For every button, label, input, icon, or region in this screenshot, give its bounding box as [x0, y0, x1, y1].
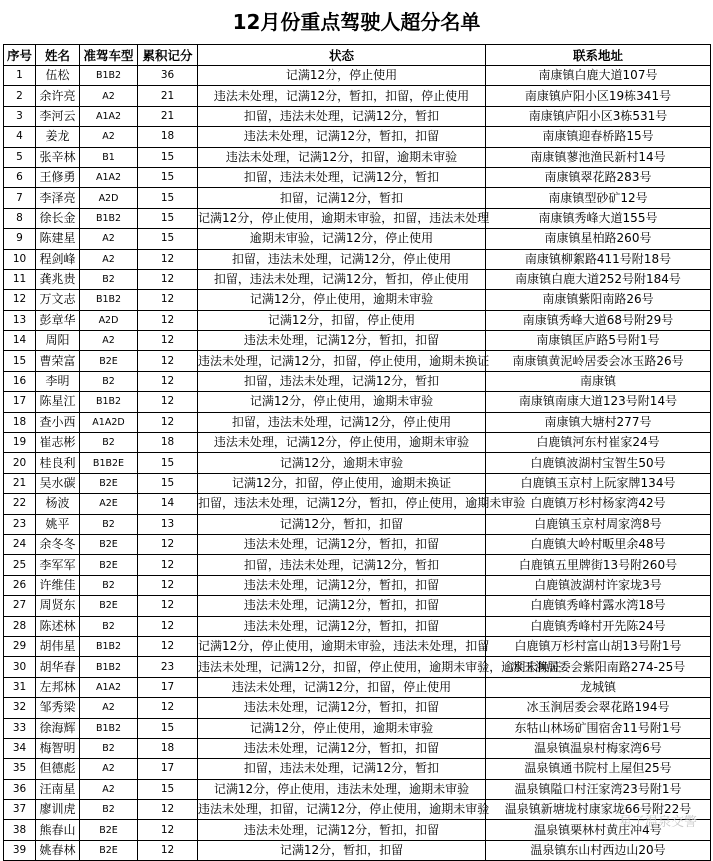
- cell-no: 15: [4, 351, 36, 371]
- cell-no: 10: [4, 249, 36, 269]
- cell-name: 周阳: [36, 331, 80, 351]
- header-status: 状态: [198, 45, 486, 66]
- cell-address: 白鹿镇玉京村周家湾8号: [486, 514, 711, 534]
- cell-address: 南康镇: [486, 371, 711, 391]
- cell-no: 20: [4, 453, 36, 473]
- cell-no: 25: [4, 555, 36, 575]
- cell-points: 23: [138, 657, 198, 677]
- cell-status: 违法未处理，记满12分，暂扣，扣留，停止使用: [198, 86, 486, 106]
- cell-status: 记满12分，停止使用，逾期未审验，违法未处理，扣留: [198, 636, 486, 656]
- cell-name: 龚兆贵: [36, 269, 80, 289]
- table-row: [4, 677, 711, 697]
- cell-no: 8: [4, 208, 36, 228]
- cell-name: 胡华春: [36, 657, 80, 677]
- cell-license: A2D: [80, 188, 138, 208]
- cell-license: A2: [80, 759, 138, 779]
- cell-name: 张辛林: [36, 147, 80, 167]
- cell-name: 但德彪: [36, 759, 80, 779]
- cell-status: 违法未处理，记满12分，暂扣，扣留: [198, 331, 486, 351]
- cell-license: B1B2: [80, 66, 138, 86]
- cell-address: 南康镇白鹿大道252号附184号: [486, 269, 711, 289]
- cell-name: 姜龙: [36, 127, 80, 147]
- cell-no: 1: [4, 66, 36, 86]
- cell-status: 逾期未审验，记满12分，停止使用: [198, 229, 486, 249]
- cell-status: 扣留，违法未处理，记满12分，暂扣，停止使用: [198, 269, 486, 289]
- table-row: [4, 249, 711, 269]
- cell-name: 胡伟星: [36, 636, 80, 656]
- cell-name: 桂良利: [36, 453, 80, 473]
- cell-no: 31: [4, 677, 36, 697]
- cell-name: 查小西: [36, 412, 80, 432]
- cell-status: 记满12分，逾期未审验: [198, 453, 486, 473]
- cell-no: 13: [4, 310, 36, 330]
- cell-no: 29: [4, 636, 36, 656]
- cell-points: 12: [138, 575, 198, 595]
- table-row: [4, 331, 711, 351]
- cell-name: 许维佳: [36, 575, 80, 595]
- table-header-row: [4, 45, 711, 66]
- cell-status: 违法未处理，记满12分，扣留，停止使用，逾期未换证: [198, 351, 486, 371]
- cell-points: 15: [138, 718, 198, 738]
- cell-name: 李泽亮: [36, 188, 80, 208]
- cell-address: 南康镇庐阳小区19栋341号: [486, 86, 711, 106]
- cell-no: 11: [4, 269, 36, 289]
- cell-address: 白鹿镇波湖村许家垅3号: [486, 575, 711, 595]
- cell-points: 15: [138, 779, 198, 799]
- cell-status: 违法未处理，记满12分，扣留，停止使用，逾期未审验，逾期未换证: [198, 657, 486, 677]
- cell-no: 6: [4, 167, 36, 187]
- table-row: [4, 596, 711, 616]
- cell-license: A1A2: [80, 167, 138, 187]
- cell-address: 南康镇星柏路260号: [486, 229, 711, 249]
- cell-name: 汪南星: [36, 779, 80, 799]
- cell-no: 4: [4, 127, 36, 147]
- cell-license: B2E: [80, 596, 138, 616]
- table-row: [4, 779, 711, 799]
- cell-license: A2: [80, 127, 138, 147]
- cell-no: 2: [4, 86, 36, 106]
- cell-points: 12: [138, 331, 198, 351]
- cell-license: A2: [80, 331, 138, 351]
- cell-points: 13: [138, 514, 198, 534]
- table-row: [4, 575, 711, 595]
- cell-name: 熊春山: [36, 820, 80, 840]
- cell-points: 12: [138, 392, 198, 412]
- cell-name: 周贤东: [36, 596, 80, 616]
- cell-name: 廖训虎: [36, 800, 80, 820]
- cell-name: 程剑峰: [36, 249, 80, 269]
- cell-points: 12: [138, 596, 198, 616]
- cell-no: 14: [4, 331, 36, 351]
- cell-name: 杨波: [36, 494, 80, 514]
- table-row: [4, 433, 711, 453]
- cell-points: 12: [138, 800, 198, 820]
- table-row: [4, 738, 711, 758]
- table-row: [4, 820, 711, 840]
- cell-name: 陈星江: [36, 392, 80, 412]
- table-row: [4, 269, 711, 289]
- cell-license: B2E: [80, 555, 138, 575]
- cell-status: 扣留，违法未处理，记满12分，暂扣: [198, 555, 486, 575]
- cell-no: 3: [4, 106, 36, 126]
- cell-no: 27: [4, 596, 36, 616]
- table-row: [4, 473, 711, 493]
- table-row: [4, 555, 711, 575]
- cell-name: 左邦林: [36, 677, 80, 697]
- cell-name: 余冬冬: [36, 534, 80, 554]
- cell-no: 39: [4, 840, 36, 860]
- cell-address: 白鹿镇五里牌街13号附260号: [486, 555, 711, 575]
- cell-status: 记满12分，扣留，停止使用: [198, 310, 486, 330]
- cell-points: 15: [138, 208, 198, 228]
- table-row: [4, 453, 711, 473]
- cell-no: 17: [4, 392, 36, 412]
- cell-no: 33: [4, 718, 36, 738]
- cell-status: 违法未处理，记满12分，暂扣，扣留: [198, 820, 486, 840]
- cell-name: 徐海辉: [36, 718, 80, 738]
- cell-license: B2: [80, 575, 138, 595]
- cell-name: 余许亮: [36, 86, 80, 106]
- cell-address: 南康镇庐阳小区3栋531号: [486, 106, 711, 126]
- cell-points: 15: [138, 473, 198, 493]
- cell-status: 扣留，违法未处理，记满12分，暂扣，停止使用，逾期未审验: [198, 494, 486, 514]
- cell-no: 36: [4, 779, 36, 799]
- table-row: [4, 636, 711, 656]
- cell-points: 18: [138, 127, 198, 147]
- cell-address: 南康镇柳絮路411号附18号: [486, 249, 711, 269]
- cell-license: B2: [80, 433, 138, 453]
- cell-address: 白鹿镇河东村崔家24号: [486, 433, 711, 453]
- cell-no: 19: [4, 433, 36, 453]
- cell-status: 扣留，违法未处理，记满12分，暂扣: [198, 167, 486, 187]
- cell-address: 白鹿镇万杉村杨家湾42号: [486, 494, 711, 514]
- table-row: [4, 167, 711, 187]
- cell-points: 12: [138, 249, 198, 269]
- cell-address: 白鹿镇秀峰村开先陈24号: [486, 616, 711, 636]
- table-row: [4, 698, 711, 718]
- cell-points: 15: [138, 147, 198, 167]
- cell-points: 12: [138, 555, 198, 575]
- cell-no: 37: [4, 800, 36, 820]
- cell-status: 记满12分，停止使用，逾期未审验: [198, 290, 486, 310]
- table-row: [4, 188, 711, 208]
- cell-license: B2: [80, 514, 138, 534]
- table-row: [4, 371, 711, 391]
- cell-status: 记满12分，停止使用，违法未处理，逾期未审验: [198, 779, 486, 799]
- cell-no: 38: [4, 820, 36, 840]
- watermark: 星子温泉交警: [618, 815, 697, 830]
- cell-license: B1B2: [80, 636, 138, 656]
- table-row: [4, 86, 711, 106]
- cell-no: 35: [4, 759, 36, 779]
- cell-no: 18: [4, 412, 36, 432]
- cell-status: 违法未处理，记满12分，暂扣，扣留: [198, 575, 486, 595]
- cell-status: 扣留，违法未处理，记满12分，停止使用: [198, 412, 486, 432]
- cell-license: B1B2: [80, 290, 138, 310]
- cell-points: 18: [138, 433, 198, 453]
- cell-license: B1B2: [80, 392, 138, 412]
- cell-status: 记满12分，停止使用，逾期未审验: [198, 718, 486, 738]
- cell-license: B2E: [80, 473, 138, 493]
- cell-address: 东牯山林场矿围宿舍11号附1号: [486, 718, 711, 738]
- table-row: [4, 412, 711, 432]
- cell-address: 白鹿镇玉京村上阮家牌134号: [486, 473, 711, 493]
- cell-address: 南康镇型砂矿12号: [486, 188, 711, 208]
- cell-address: 冰玉涧居委会紫阳南路274-25号: [486, 657, 711, 677]
- cell-no: 9: [4, 229, 36, 249]
- cell-no: 23: [4, 514, 36, 534]
- cell-name: 伍松: [36, 66, 80, 86]
- cell-points: 12: [138, 412, 198, 432]
- cell-status: 记满12分，停止使用: [198, 66, 486, 86]
- cell-address: 南康镇秀峰大道68号附29号: [486, 310, 711, 330]
- cell-status: 记满12分，停止使用，逾期未审验，扣留，违法未处理: [198, 208, 486, 228]
- table-row: [4, 351, 711, 371]
- cell-status: 违法未处理，记满12分，暂扣，扣留: [198, 596, 486, 616]
- cell-points: 12: [138, 698, 198, 718]
- cell-status: 扣留，违法未处理，记满12分，暂扣: [198, 106, 486, 126]
- table-row: [4, 514, 711, 534]
- cell-points: 12: [138, 840, 198, 860]
- cell-name: 李河云: [36, 106, 80, 126]
- cell-points: 15: [138, 167, 198, 187]
- cell-name: 吴水碳: [36, 473, 80, 493]
- cell-name: 姚平: [36, 514, 80, 534]
- cell-license: B1B2: [80, 657, 138, 677]
- cell-license: B2E: [80, 820, 138, 840]
- cell-status: 违法未处理，记满12分，暂扣，扣留: [198, 534, 486, 554]
- header-points: 累积记分: [138, 45, 198, 66]
- table-row: [4, 759, 711, 779]
- cell-name: 王修勇: [36, 167, 80, 187]
- cell-license: B1B2: [80, 718, 138, 738]
- cell-status: 违法未处理，记满12分，暂扣，扣留: [198, 616, 486, 636]
- cell-name: 邹秀梁: [36, 698, 80, 718]
- cell-status: 记满12分，暂扣，扣留: [198, 840, 486, 860]
- cell-address: 南康镇大塘村277号: [486, 412, 711, 432]
- cell-license: B2: [80, 738, 138, 758]
- cell-status: 违法未处理，记满12分，暂扣，扣留: [198, 738, 486, 758]
- table-row: [4, 208, 711, 228]
- cell-no: 21: [4, 473, 36, 493]
- cell-address: 温泉镇隘口村汪家湾23号附1号: [486, 779, 711, 799]
- cell-address: 南康镇秀峰大道155号: [486, 208, 711, 228]
- cell-license: A2: [80, 698, 138, 718]
- cell-address: 南康镇迎春桥路15号: [486, 127, 711, 147]
- cell-address: 白鹿镇波湖村宝智生50号: [486, 453, 711, 473]
- cell-name: 梅智明: [36, 738, 80, 758]
- cell-address: 南康镇匡庐路5号附1号: [486, 331, 711, 351]
- cell-address: 温泉镇温泉村梅家湾6号: [486, 738, 711, 758]
- table-body: [4, 66, 711, 861]
- cell-points: 21: [138, 86, 198, 106]
- table-row: [4, 718, 711, 738]
- cell-address: 温泉镇东山村西边山20号: [486, 840, 711, 860]
- cell-points: 12: [138, 269, 198, 289]
- cell-no: 5: [4, 147, 36, 167]
- cell-license: A1A2D: [80, 412, 138, 432]
- cell-status: 扣留，违法未处理，记满12分，暂扣: [198, 759, 486, 779]
- cell-no: 7: [4, 188, 36, 208]
- table-row: [4, 840, 711, 860]
- cell-points: 21: [138, 106, 198, 126]
- cell-name: 崔志彬: [36, 433, 80, 453]
- table-row: [4, 106, 711, 126]
- cell-license: A2: [80, 229, 138, 249]
- cell-license: A2D: [80, 310, 138, 330]
- header-license: 准驾车型: [80, 45, 138, 66]
- cell-license: B1B2E: [80, 453, 138, 473]
- cell-license: B2: [80, 269, 138, 289]
- cell-license: B1: [80, 147, 138, 167]
- cell-address: 冰玉涧居委会翠花路194号: [486, 698, 711, 718]
- cell-license: A2: [80, 86, 138, 106]
- cell-address: 南康镇紫阳南路26号: [486, 290, 711, 310]
- cell-points: 18: [138, 738, 198, 758]
- cell-no: 22: [4, 494, 36, 514]
- table-row: [4, 127, 711, 147]
- header-name: 姓名: [36, 45, 80, 66]
- cell-status: 违法未处理，扣留，记满12分，停止使用，逾期未审验: [198, 800, 486, 820]
- cell-points: 12: [138, 310, 198, 330]
- cell-name: 陈建星: [36, 229, 80, 249]
- table-row: [4, 616, 711, 636]
- cell-points: 12: [138, 636, 198, 656]
- cell-points: 14: [138, 494, 198, 514]
- cell-license: A1A2: [80, 106, 138, 126]
- cell-status: 扣留，违法未处理，记满12分，暂扣: [198, 371, 486, 391]
- cell-license: A2: [80, 779, 138, 799]
- cell-license: B1B2: [80, 208, 138, 228]
- cell-address: 南康镇黄泥岭居委会冰玉路26号: [486, 351, 711, 371]
- cell-no: 34: [4, 738, 36, 758]
- cell-license: A1A2: [80, 677, 138, 697]
- cell-address: 南康镇翠花路283号: [486, 167, 711, 187]
- header-address: 联系地址: [486, 45, 711, 66]
- table-row: [4, 800, 711, 820]
- page-title: 12月份重点驾驶人超分名单: [232, 10, 481, 34]
- cell-name: 姚春林: [36, 840, 80, 860]
- cell-address: 南康镇白鹿大道107号: [486, 66, 711, 86]
- cell-points: 15: [138, 453, 198, 473]
- cell-no: 26: [4, 575, 36, 595]
- table-row: [4, 310, 711, 330]
- cell-name: 李军军: [36, 555, 80, 575]
- cell-status: 违法未处理，记满12分，暂扣，扣留: [198, 698, 486, 718]
- cell-no: 30: [4, 657, 36, 677]
- cell-status: 违法未处理，记满12分，扣留，停止使用: [198, 677, 486, 697]
- cell-name: 李明: [36, 371, 80, 391]
- table-row: [4, 534, 711, 554]
- table-row: [4, 494, 711, 514]
- cell-name: 陈述林: [36, 616, 80, 636]
- cell-address: 温泉镇栗林村黄庄冲4号: [486, 820, 711, 840]
- cell-status: 扣留，记满12分，暂扣: [198, 188, 486, 208]
- cell-no: 28: [4, 616, 36, 636]
- header-no: 序号: [4, 45, 36, 66]
- cell-points: 12: [138, 820, 198, 840]
- cell-points: 12: [138, 290, 198, 310]
- cell-address: 白鹿镇万杉村富山胡13号附1号: [486, 636, 711, 656]
- cell-points: 15: [138, 188, 198, 208]
- cell-status: 记满12分，暂扣，扣留: [198, 514, 486, 534]
- cell-no: 24: [4, 534, 36, 554]
- cell-license: A2: [80, 249, 138, 269]
- table-row: [4, 229, 711, 249]
- cell-license: B2E: [80, 840, 138, 860]
- cell-points: 12: [138, 616, 198, 636]
- cell-status: 违法未处理，记满12分，扣留，逾期未审验: [198, 147, 486, 167]
- cell-address: 南康镇南康大道123号附14号: [486, 392, 711, 412]
- cell-no: 16: [4, 371, 36, 391]
- cell-name: 万文志: [36, 290, 80, 310]
- cell-license: A2E: [80, 494, 138, 514]
- cell-address: 白鹿镇大岭村畈里余48号: [486, 534, 711, 554]
- cell-points: 12: [138, 351, 198, 371]
- cell-address: 白鹿镇秀峰村露水湾18号: [486, 596, 711, 616]
- cell-points: 17: [138, 759, 198, 779]
- cell-address: 龙城镇: [486, 677, 711, 697]
- cell-license: B2: [80, 800, 138, 820]
- table-row: [4, 657, 711, 677]
- cell-address: 南康镇蓼池渔民新村14号: [486, 147, 711, 167]
- cell-name: 徐长金: [36, 208, 80, 228]
- cell-status: 违法未处理，记满12分，停止使用，逾期未审验: [198, 433, 486, 453]
- cell-points: 12: [138, 534, 198, 554]
- cell-no: 12: [4, 290, 36, 310]
- cell-status: 记满12分，停止使用，逾期未审验: [198, 392, 486, 412]
- cell-license: B2E: [80, 351, 138, 371]
- cell-address: 温泉镇新塘垅村康家垅66号附22号: [486, 800, 711, 820]
- cell-address: 温泉镇通书院村上屋但25号: [486, 759, 711, 779]
- cell-license: B2: [80, 616, 138, 636]
- cell-points: 15: [138, 229, 198, 249]
- cell-no: 32: [4, 698, 36, 718]
- table-row: [4, 392, 711, 412]
- cell-points: 12: [138, 371, 198, 391]
- cell-status: 扣留，违法未处理，记满12分，停止使用: [198, 249, 486, 269]
- table-row: [4, 147, 711, 167]
- cell-points: 36: [138, 66, 198, 86]
- cell-license: B2: [80, 371, 138, 391]
- cell-name: 曹荣富: [36, 351, 80, 371]
- cell-points: 17: [138, 677, 198, 697]
- cell-status: 记满12分，扣留，停止使用，逾期未换证: [198, 473, 486, 493]
- table-row: [4, 66, 711, 86]
- cell-name: 彭章华: [36, 310, 80, 330]
- table-row: [4, 290, 711, 310]
- cell-license: B2E: [80, 534, 138, 554]
- driver-list-table: [3, 44, 711, 861]
- cell-status: 违法未处理，记满12分，暂扣，扣留: [198, 127, 486, 147]
